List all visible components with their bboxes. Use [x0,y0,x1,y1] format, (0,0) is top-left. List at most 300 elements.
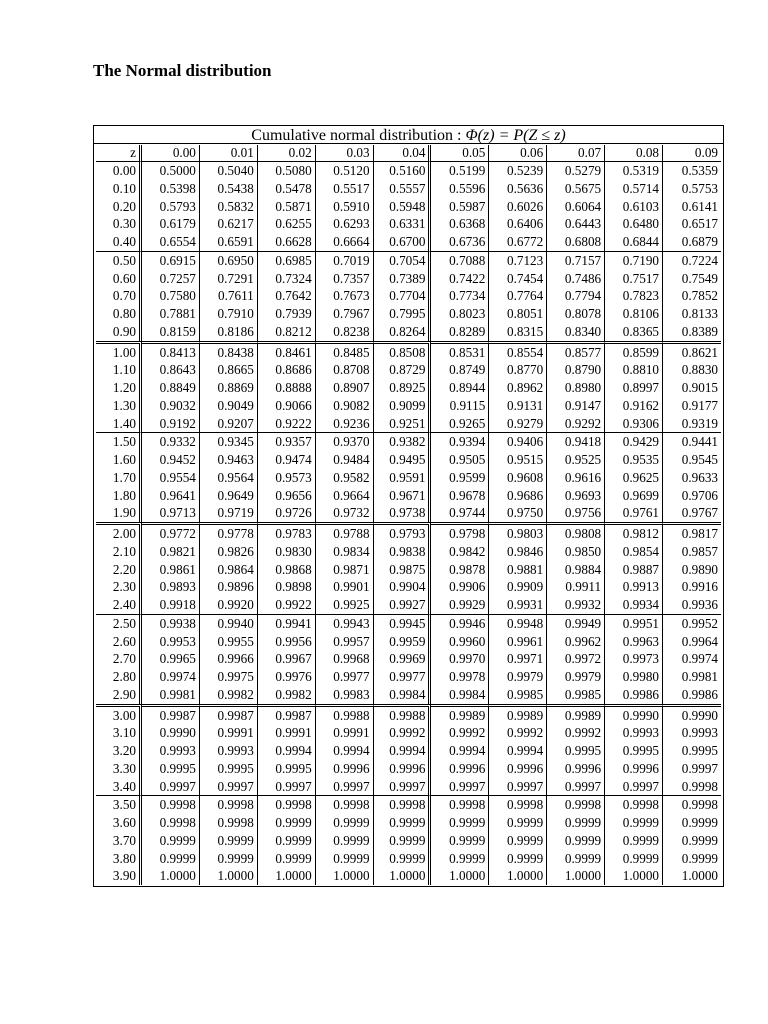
probability-cell: 1.0000 [200,867,258,885]
probability-cell: 0.9699 [605,487,663,505]
probability-cell: 0.9357 [258,432,316,451]
table-row [96,323,721,341]
probability-cell: 0.5596 [431,180,489,198]
probability-cell: 0.8599 [605,341,663,362]
probability-cell: 0.9998 [200,814,258,832]
probability-cell: 0.5793 [142,198,200,216]
probability-cell: 0.9875 [374,561,432,579]
probability-cell: 0.7910 [200,305,258,323]
table-row [96,633,721,651]
probability-cell: 0.9864 [200,561,258,579]
probability-cell: 0.8186 [200,323,258,341]
table-row [96,504,721,522]
normal-distribution-table [93,125,724,887]
probability-cell: 0.9932 [547,596,605,614]
probability-cell: 0.9966 [200,650,258,668]
probability-cell: 0.7357 [316,270,374,288]
probability-cell: 0.9564 [200,469,258,487]
table-row [96,305,721,323]
probability-cell: 0.6628 [258,233,316,251]
probability-cell: 0.5910 [316,198,374,216]
probability-cell: 0.9997 [431,778,489,796]
probability-cell: 0.8888 [258,379,316,397]
probability-cell: 0.9997 [681,760,718,776]
probability-cell: 0.9999 [431,850,489,868]
probability-cell: 0.9706 [681,487,718,503]
probability-cell: 0.8133 [681,306,718,321]
probability-cell: 0.9911 [547,578,605,596]
table-row [96,397,721,415]
probability-cell: 0.9988 [316,704,374,725]
probability-cell: 0.6772 [489,233,547,251]
probability-cell: 0.8925 [374,379,432,397]
probability-cell: 0.9871 [316,561,374,579]
probability-cell: 0.9893 [142,578,200,596]
probability-cell: 0.8907 [316,379,374,397]
probability-cell: 0.7939 [258,305,316,323]
z-value-cell: 1.40 [96,415,142,433]
probability-cell: 0.9279 [489,415,547,433]
probability-cell: 0.9999 [374,850,432,868]
probability-cell: 0.7823 [605,287,663,305]
probability-cell: 0.9960 [431,633,489,651]
probability-cell: 0.9793 [374,522,432,543]
probability-cell: 0.9997 [316,778,374,796]
table-row [96,487,721,505]
z-value-cell: 3.50 [96,795,142,814]
z-value-cell: 3.90 [96,867,142,885]
probability-cell: 0.9998 [374,795,432,814]
table-row [96,795,721,814]
probability-cell: 0.9981 [142,686,200,704]
probability-cell: 0.9984 [374,686,432,704]
probability-cell: 0.9999 [258,832,316,850]
probability-cell: 0.9846 [489,543,547,561]
probability-cell: 0.9929 [431,596,489,614]
probability-cell: 0.6331 [374,215,432,233]
z-value-cell: 0.40 [96,233,142,251]
probability-cell: 0.9999 [431,832,489,850]
probability-cell: 0.6736 [431,233,489,251]
z-value-cell: 2.20 [96,561,142,579]
probability-cell: 0.9979 [489,668,547,686]
z-value-cell: 1.00 [96,341,142,362]
probability-cell: 0.7123 [489,251,547,270]
probability-cell: 0.5359 [681,163,718,178]
z-value-cell: 3.10 [96,724,142,742]
column-header: 0.04 [374,145,432,162]
probability-cell: 0.9946 [431,614,489,633]
z-value-cell: 1.60 [96,451,142,469]
probability-cell: 0.9535 [605,451,663,469]
table-row [96,704,721,725]
z-value-cell: 2.50 [96,614,142,633]
probability-cell: 0.9306 [605,415,663,433]
probability-cell: 0.9994 [258,742,316,760]
probability-cell: 0.8962 [489,379,547,397]
probability-cell: 0.8238 [316,323,374,341]
probability-cell: 0.9993 [200,742,258,760]
probability-cell: 0.5753 [681,180,718,196]
probability-cell: 0.9974 [681,651,718,667]
probability-cell: 0.9998 [431,795,489,814]
probability-cell: 0.9803 [489,522,547,543]
probability-cell: 0.5000 [142,162,200,180]
probability-cell: 0.9726 [258,504,316,522]
probability-cell: 0.9382 [374,432,432,451]
table-row [96,596,721,614]
probability-cell: 1.0000 [489,867,547,885]
probability-cell: 0.9732 [316,504,374,522]
probability-cell: 0.9998 [200,795,258,814]
probability-cell: 0.9940 [200,614,258,633]
probability-cell: 0.7580 [142,287,200,305]
probability-cell: 0.9957 [316,633,374,651]
probability-cell: 0.5714 [605,180,663,198]
probability-cell: 0.9099 [374,397,432,415]
probability-cell: 0.9998 [258,795,316,814]
probability-cell: 0.5675 [547,180,605,198]
probability-cell: 1.0000 [374,867,432,885]
probability-cell: 0.9992 [489,724,547,742]
probability-cell: 0.9981 [681,669,718,684]
table-caption [93,125,724,144]
probability-cell: 0.9982 [200,686,258,704]
probability-cell: 0.9976 [258,668,316,686]
probability-cell: 0.9918 [142,596,200,614]
probability-cell: 0.9996 [431,760,489,778]
table-row [96,469,721,487]
probability-cell: 0.9901 [316,578,374,596]
probability-cell: 0.9997 [200,778,258,796]
probability-cell: 1.0000 [431,867,489,885]
probability-cell: 0.9750 [489,504,547,522]
probability-cell: 0.9991 [316,724,374,742]
z-value-cell: 0.30 [96,215,142,233]
probability-cell: 0.9997 [258,778,316,796]
z-value-cell: 3.80 [96,850,142,868]
z-value-cell: 3.00 [96,704,142,725]
column-header: 0.06 [489,145,547,162]
probability-cell: 0.8810 [605,361,663,379]
probability-cell: 0.9999 [316,832,374,850]
z-value-cell: 3.40 [96,778,142,796]
probability-cell: 0.9999 [489,814,547,832]
probability-cell: 0.8554 [489,341,547,362]
probability-cell: 0.9671 [374,487,432,505]
probability-cell: 0.9945 [374,614,432,633]
probability-cell: 0.9913 [605,578,663,596]
table-grid [93,144,724,887]
table-row [96,451,721,469]
probability-cell: 0.9474 [258,451,316,469]
z-value-cell: 1.90 [96,504,142,522]
probability-cell: 0.6293 [316,215,374,233]
probability-cell: 0.6406 [489,215,547,233]
header-row [96,145,721,162]
probability-cell: 0.9997 [374,778,432,796]
probability-cell: 0.9985 [547,686,605,704]
probability-cell: 0.9441 [663,432,721,451]
probability-cell: 0.9162 [605,397,663,415]
probability-cell: 0.9878 [431,561,489,579]
page-title: The Normal distribution [93,61,272,80]
probability-cell: 0.5832 [200,198,258,216]
probability-cell: 0.5319 [605,162,663,180]
probability-cell: 0.7389 [374,270,432,288]
column-header: 0.05 [431,145,489,162]
probability-cell: 0.9884 [547,561,605,579]
probability-cell: 0.7454 [489,270,547,288]
z-value-cell: 1.50 [96,432,142,451]
probability-cell: 0.9999 [374,814,432,832]
z-value-cell: 1.20 [96,379,142,397]
z-value-cell: 0.70 [96,287,142,305]
probability-cell: 0.9999 [258,814,316,832]
probability-cell: 0.9015 [681,380,718,395]
probability-cell: 0.9971 [489,650,547,668]
probability-cell: 0.9998 [489,795,547,814]
probability-cell: 0.7486 [547,270,605,288]
probability-cell: 0.9545 [681,452,718,467]
probability-cell: 0.9999 [547,850,605,868]
table-row [96,850,721,868]
probability-cell: 0.7157 [547,251,605,270]
probability-cell: 0.9649 [200,487,258,505]
probability-cell: 0.9738 [374,504,432,522]
probability-cell: 0.9821 [142,543,200,561]
column-header: 0.01 [200,145,258,162]
probability-cell: 0.9943 [316,614,374,633]
probability-cell: 0.9996 [374,760,432,778]
table-row [96,198,721,216]
caption-text: Cumulative normal distribution : [251,127,466,144]
z-value-cell: 0.10 [96,180,142,198]
probability-cell: 0.9959 [374,633,432,651]
probability-cell: 0.6217 [200,215,258,233]
probability-cell: 0.9997 [142,778,200,796]
z-value-cell: 2.60 [96,633,142,651]
probability-cell: 0.9979 [547,668,605,686]
probability-cell: 0.7794 [547,287,605,305]
probability-cell: 0.9990 [663,704,721,725]
probability-cell: 0.8790 [547,361,605,379]
probability-cell: 0.9986 [681,686,718,702]
probability-cell: 0.9988 [374,704,432,725]
z-value-cell: 0.60 [96,270,142,288]
probability-cell: 0.6443 [547,215,605,233]
probability-cell: 0.9998 [142,814,200,832]
probability-cell: 0.8023 [431,305,489,323]
probability-cell: 0.9582 [316,469,374,487]
probability-cell: 0.7734 [431,287,489,305]
table-body [96,162,721,885]
table-header [96,145,721,162]
probability-cell: 0.8264 [374,323,432,341]
probability-cell: 0.9999 [547,814,605,832]
probability-cell: 0.5160 [374,162,432,180]
probability-cell: 0.9868 [258,561,316,579]
probability-cell: 0.5438 [200,180,258,198]
probability-cell: 0.9977 [316,668,374,686]
probability-cell: 0.8944 [431,379,489,397]
probability-cell: 0.9975 [200,668,258,686]
table-row [96,614,721,633]
table-row [96,724,721,742]
probability-cell: 0.9761 [605,504,663,522]
probability-cell: 0.7881 [142,305,200,323]
probability-cell: 0.9906 [431,578,489,596]
probability-cell: 0.9992 [374,724,432,742]
probability-cell: 0.9953 [142,633,200,651]
probability-cell: 0.9999 [374,832,432,850]
probability-cell: 0.9999 [142,850,200,868]
probability-cell: 0.5279 [547,162,605,180]
probability-cell: 0.9996 [547,760,605,778]
probability-cell: 0.9812 [605,522,663,543]
probability-cell: 0.7257 [142,270,200,288]
probability-cell: 0.8508 [374,341,432,362]
probability-cell: 0.9842 [431,543,489,561]
probability-cell: 0.8106 [605,305,663,323]
probability-cell: 0.9978 [431,668,489,686]
probability-cell: 0.8413 [142,341,200,362]
z-value-cell: 3.30 [96,760,142,778]
z-value-cell: 2.90 [96,686,142,704]
z-value-cell: 2.40 [96,596,142,614]
probability-cell: 0.9719 [200,504,258,522]
probability-cell: 0.9319 [681,415,718,431]
probability-cell: 0.8531 [431,341,489,362]
probability-cell: 0.7054 [374,251,432,270]
probability-cell: 0.9898 [258,578,316,596]
probability-cell: 0.9999 [547,832,605,850]
probability-cell: 0.9927 [374,596,432,614]
z-value-cell: 1.10 [96,361,142,379]
probability-cell: 0.9850 [547,543,605,561]
probability-cell: 0.7291 [200,270,258,288]
probability-cell: 0.9951 [605,614,663,633]
probability-cell: 0.8438 [200,341,258,362]
probability-cell: 0.9920 [200,596,258,614]
probability-cell: 0.9861 [142,561,200,579]
probability-cell: 0.9995 [258,760,316,778]
column-header: 0.09 [663,145,721,162]
probability-cell: 0.9999 [431,814,489,832]
probability-cell: 0.9986 [605,686,663,704]
table-row [96,650,721,668]
probability-cell: 0.9977 [374,668,432,686]
probability-cell: 0.5239 [489,162,547,180]
table-row [96,814,721,832]
probability-cell: 0.9625 [605,469,663,487]
probability-cell: 0.9992 [547,724,605,742]
table-row [96,543,721,561]
probability-cell: 0.7995 [374,305,432,323]
table-row [96,361,721,379]
table-row [96,270,721,288]
column-header: 0.08 [605,145,663,162]
probability-cell: 0.9131 [489,397,547,415]
probability-cell: 0.9987 [142,704,200,725]
probability-cell: 0.9963 [605,633,663,651]
probability-cell: 1.0000 [258,867,316,885]
probability-cell: 0.5987 [431,198,489,216]
probability-cell: 0.9693 [547,487,605,505]
probability-cell: 0.9993 [605,724,663,742]
probability-cell: 0.9406 [489,432,547,451]
probability-cell: 0.9082 [316,397,374,415]
table-row [96,760,721,778]
probability-cell: 0.9969 [374,650,432,668]
probability-cell: 0.8577 [547,341,605,362]
table-row [96,379,721,397]
probability-cell: 0.9995 [547,742,605,760]
table-row [96,686,721,704]
probability-cell: 0.9961 [489,633,547,651]
table-row [96,341,721,362]
probability-cell: 0.9830 [258,543,316,561]
probability-cell: 0.9999 [605,850,663,868]
probability-cell: 0.9916 [681,579,718,595]
z-value-cell: 3.70 [96,832,142,850]
z-value-cell: 1.30 [96,397,142,415]
z-value-cell: 1.70 [96,469,142,487]
probability-cell: 0.7611 [200,287,258,305]
probability-cell: 0.8365 [605,323,663,341]
probability-cell: 1.0000 [605,867,663,885]
probability-cell: 0.9573 [258,469,316,487]
probability-cell: 0.5080 [258,162,316,180]
probability-cell: 0.7642 [258,287,316,305]
probability-cell: 0.8849 [142,379,200,397]
probability-cell: 0.8461 [258,341,316,362]
probability-cell: 0.9664 [316,487,374,505]
probability-cell: 0.8643 [142,361,200,379]
z-value-cell: 2.00 [96,522,142,543]
probability-cell: 0.7422 [431,270,489,288]
probability-cell: 0.9999 [681,850,718,866]
probability-cell: 0.9049 [200,397,258,415]
table-row [96,867,721,885]
probability-cell: 0.6141 [681,198,718,214]
probability-cell: 0.6879 [681,234,718,249]
column-header: 0.07 [547,145,605,162]
table-row [96,668,721,686]
probability-cell: 0.9974 [142,668,200,686]
probability-cell: 0.7852 [681,288,718,304]
probability-cell: 0.6844 [605,233,663,251]
z-value-cell: 3.20 [96,742,142,760]
probability-cell: 0.6255 [258,215,316,233]
probability-cell: 0.9980 [605,668,663,686]
probability-cell: 0.9999 [605,832,663,850]
probability-cell: 0.9973 [605,650,663,668]
probability-cell: 0.8770 [489,361,547,379]
probability-cell: 0.9418 [547,432,605,451]
probability-cell: 0.9599 [431,469,489,487]
probability-cell: 0.9993 [681,725,718,741]
probability-cell: 0.9994 [489,742,547,760]
probability-cell: 0.9608 [489,469,547,487]
probability-cell: 0.9265 [431,415,489,433]
probability-cell: 0.6026 [489,198,547,216]
probability-cell: 0.9147 [547,397,605,415]
z-value-cell: 2.10 [96,543,142,561]
probability-cell: 0.5871 [258,198,316,216]
probability-cell: 0.6480 [605,215,663,233]
probability-cell: 0.9767 [681,505,718,521]
